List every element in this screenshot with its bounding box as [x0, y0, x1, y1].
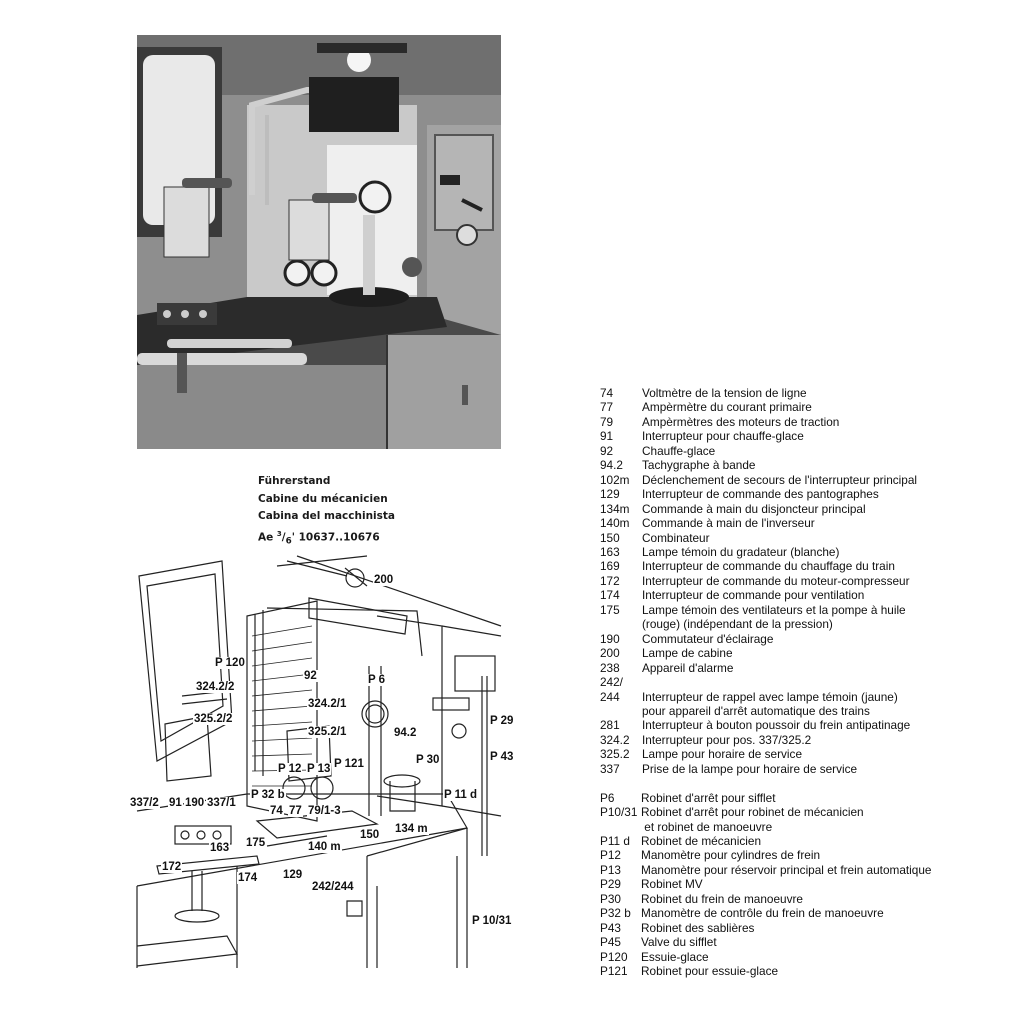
legend-description: Commutateur d'éclairage: [642, 631, 774, 646]
legend-code: 134m: [600, 501, 630, 516]
legend-row: [600, 690, 1020, 704]
legend-code: 172: [600, 573, 620, 588]
callout-140m: 140 m: [308, 841, 341, 853]
legend-description: Lampe témoin des ventilateurs et la pompe à huile: [642, 602, 906, 617]
callout-337-1: 337/1: [207, 797, 236, 809]
legend-row: [600, 704, 1020, 718]
legend-description: Interrupteur de commande du moteur-compresseur: [642, 573, 910, 588]
caption-locomotive: [258, 526, 478, 551]
legend-code: P43: [600, 920, 621, 935]
legend-row: [600, 805, 1020, 819]
legend-code: P12: [600, 848, 621, 863]
legend-description: Robinet des sablières: [641, 920, 755, 935]
legend-code: 169: [600, 559, 620, 574]
legend-row: [600, 675, 1020, 689]
legend-code: 242/: [600, 675, 623, 690]
legend-code: [600, 704, 642, 718]
legend-code: 77: [600, 400, 614, 415]
legend-row: [600, 791, 1020, 805]
legend-description: Interrupteur de commande pour ventilation: [642, 588, 865, 603]
legend-description: Chauffe-glace: [642, 443, 716, 458]
legend-row: [600, 964, 1020, 978]
legend-row: [600, 935, 1020, 949]
legend: [600, 386, 1020, 979]
legend-row: [600, 632, 1020, 646]
callout-325-2-2: 325.2/2: [194, 713, 233, 725]
legend-row: [600, 950, 1020, 964]
legend-description: Robinet du frein de manoeuvre: [641, 891, 803, 906]
callout-92: 92: [304, 670, 317, 682]
legend-description: Interrupteur pour chauffe-glace: [642, 429, 804, 444]
legend-code: 92: [600, 443, 614, 458]
callout-242-244: 242/244: [312, 881, 354, 893]
callout-p10-31: P 10/31: [472, 915, 512, 927]
legend-description: Combinateur: [642, 530, 710, 545]
legend-code: 74: [600, 386, 614, 400]
legend-description: [642, 675, 1020, 689]
callout-325-2-1: 325.2/1: [308, 726, 347, 738]
callout-77: 77: [289, 805, 302, 817]
legend-row: [600, 545, 1020, 559]
callout-p13: P 13: [307, 763, 331, 775]
legend-code: 324.2: [600, 732, 630, 747]
legend-description: Manomètre pour cylindres de frein: [641, 848, 821, 863]
legend-row: [600, 820, 1020, 834]
callout-134m: 134 m: [395, 823, 428, 835]
callout-p12: P 12: [278, 763, 302, 775]
legend-row: [600, 487, 1020, 501]
legend-description: et robinet de manoeuvre: [641, 819, 773, 834]
legend-code: 175: [600, 602, 620, 617]
legend-description: Robinet d'arrêt pour robinet de mécanicien: [641, 805, 864, 820]
legend-row: [600, 747, 1020, 761]
legend-code: P30: [600, 891, 621, 906]
legend-row: [600, 603, 1020, 617]
legend-code: P121: [600, 964, 628, 979]
callout-200: 200: [374, 574, 394, 586]
legend-code: 244: [600, 689, 620, 704]
callout-p121: P 121: [334, 758, 364, 770]
legend-code: [600, 820, 641, 834]
legend-description: pour appareil d'arrêt automatique des trains: [642, 703, 870, 718]
legend-code: P6: [600, 790, 615, 805]
legend-description: Robinet MV: [641, 877, 703, 892]
caption-french: Cabine du mécanicien: [258, 492, 388, 505]
legend-description: Tachygraphe à bande: [642, 458, 756, 473]
legend-gap: [600, 776, 1020, 790]
callout-324-2-1: 324.2/1: [308, 698, 347, 710]
legend-code: 337: [600, 761, 620, 776]
legend-description: Ampèrmètres des moteurs de traction: [642, 414, 840, 429]
legend-code: 79: [600, 414, 614, 429]
legend-description: Lampe témoin du gradateur (blanche): [642, 544, 840, 559]
callout-91: 91: [169, 797, 182, 809]
legend-description: Ampèrmètre du courant primaire: [642, 400, 812, 415]
photo-caption: [258, 473, 478, 551]
legend-row: [600, 848, 1020, 862]
legend-code: 150: [600, 530, 620, 545]
legend-row: [600, 429, 1020, 443]
loco-suffix: ' 10637..10676: [291, 531, 380, 543]
callout-172: 172: [162, 861, 182, 873]
loco-sub: 6: [285, 536, 292, 547]
callout-175: 175: [246, 837, 266, 849]
legend-row: [600, 762, 1020, 776]
callout-150: 150: [360, 829, 380, 841]
legend-description: Déclenchement de secours de l'interrupteur principal: [642, 472, 918, 487]
legend-code: 281: [600, 718, 620, 733]
legend-row: [600, 617, 1020, 631]
legend-p-items: [600, 791, 1020, 979]
legend-code: P45: [600, 935, 621, 950]
legend-description: Lampe pour horaire de service: [642, 747, 803, 762]
legend-description: Prise de la lampe pour horaire de service: [642, 761, 858, 776]
legend-row: [600, 906, 1020, 920]
legend-description: Interrupteur à bouton poussoir du frein antipatinage: [642, 718, 911, 733]
legend-row: [600, 516, 1020, 530]
legend-row: [600, 733, 1020, 747]
legend-description: Manomètre pour réservoir principal et frein automatique: [641, 862, 932, 877]
loco-slash: /: [281, 531, 286, 543]
cab-photograph: [137, 35, 501, 449]
legend-description: Robinet de mécanicien: [641, 834, 762, 849]
legend-code: P120: [600, 949, 628, 964]
legend-code: 140m: [600, 516, 630, 531]
legend-description: Voltmètre de la tension de ligne: [642, 386, 807, 400]
legend-code: P32 b: [600, 906, 631, 921]
legend-row: [600, 458, 1020, 472]
legend-description: Commande à main de l'inverseur: [642, 516, 815, 531]
legend-description: Robinet pour essuie-glace: [641, 964, 779, 979]
callout-190: 190: [185, 797, 205, 809]
legend-row: [600, 892, 1020, 906]
legend-code: 200: [600, 646, 620, 661]
legend-description: Essuie-glace: [641, 949, 709, 964]
callout-74: 74: [270, 805, 283, 817]
legend-row: [600, 588, 1020, 602]
legend-numbered-items: [600, 386, 1020, 776]
callout-p120: P 120: [215, 657, 245, 669]
callout-174: 174: [238, 872, 258, 884]
legend-row: [600, 559, 1020, 573]
legend-description: Interrupteur de commande des pantographes: [642, 487, 879, 502]
legend-row: [600, 718, 1020, 732]
legend-code: 163: [600, 544, 620, 559]
legend-description: (rouge) (indépendant de la pression): [642, 617, 833, 632]
callout-79-1-3: 79/1-3: [308, 805, 341, 817]
callout-324-2-2: 324.2/2: [196, 681, 235, 693]
legend-row: [600, 574, 1020, 588]
callout-p11d: P 11 d: [444, 789, 478, 801]
legend-description: Valve du sifflet: [641, 935, 717, 950]
legend-row: [600, 834, 1020, 848]
legend-row: [600, 473, 1020, 487]
legend-row: [600, 400, 1020, 414]
legend-code: 91: [600, 429, 614, 444]
callout-337-2: 337/2: [130, 797, 159, 809]
legend-description: Interrupteur de commande du chauffage du train: [642, 559, 895, 574]
callout-p32b: P 32 b: [251, 789, 285, 801]
loco-sup: 3: [276, 529, 282, 538]
callout-94-2: 94.2: [394, 727, 417, 739]
legend-code: 325.2: [600, 747, 630, 762]
legend-code: [600, 617, 642, 631]
legend-code: P13: [600, 862, 621, 877]
legend-row: [600, 531, 1020, 545]
callout-p30: P 30: [416, 754, 440, 766]
legend-code: 102m: [600, 472, 630, 487]
legend-row: [600, 646, 1020, 660]
legend-row: [600, 415, 1020, 429]
legend-row: [600, 661, 1020, 675]
legend-description: Interrupteur de rappel avec lampe témoin (jaune): [642, 689, 898, 704]
legend-description: Appareil d'alarme: [642, 660, 734, 675]
caption-italian: Cabina del macchinista: [258, 510, 395, 522]
legend-code: P11 d: [600, 834, 630, 849]
callout-129: 129: [283, 869, 303, 881]
legend-description: Interrupteur pour pos. 337/325.2: [642, 732, 812, 747]
legend-code: 190: [600, 631, 620, 646]
legend-row: [600, 444, 1020, 458]
legend-code: P29: [600, 877, 621, 892]
legend-code: 94.2: [600, 458, 623, 473]
legend-code: 174: [600, 588, 620, 603]
legend-code: 129: [600, 487, 620, 502]
loco-prefix: Ae: [258, 531, 277, 543]
legend-row: [600, 921, 1020, 935]
legend-description: Lampe de cabine: [642, 646, 733, 661]
legend-description: Robinet d'arrêt pour sifflet: [641, 790, 776, 805]
legend-row: [600, 386, 1020, 400]
callout-p6: P 6: [368, 674, 386, 686]
legend-row: [600, 877, 1020, 891]
legend-row: [600, 863, 1020, 877]
caption-german: Führerstand: [258, 475, 331, 487]
callout-163: 163: [210, 842, 230, 854]
legend-description: Manomètre de contrôle du frein de manoeuvre: [641, 906, 884, 921]
legend-code: P10/31: [600, 805, 638, 820]
legend-description: Commande à main du disjoncteur principal: [642, 501, 866, 516]
callout-p29: P 29: [490, 715, 514, 727]
legend-code: 238: [600, 660, 620, 675]
cab-line-drawing: [130, 556, 514, 968]
legend-row: [600, 502, 1020, 516]
callout-p43: P 43: [490, 751, 514, 763]
